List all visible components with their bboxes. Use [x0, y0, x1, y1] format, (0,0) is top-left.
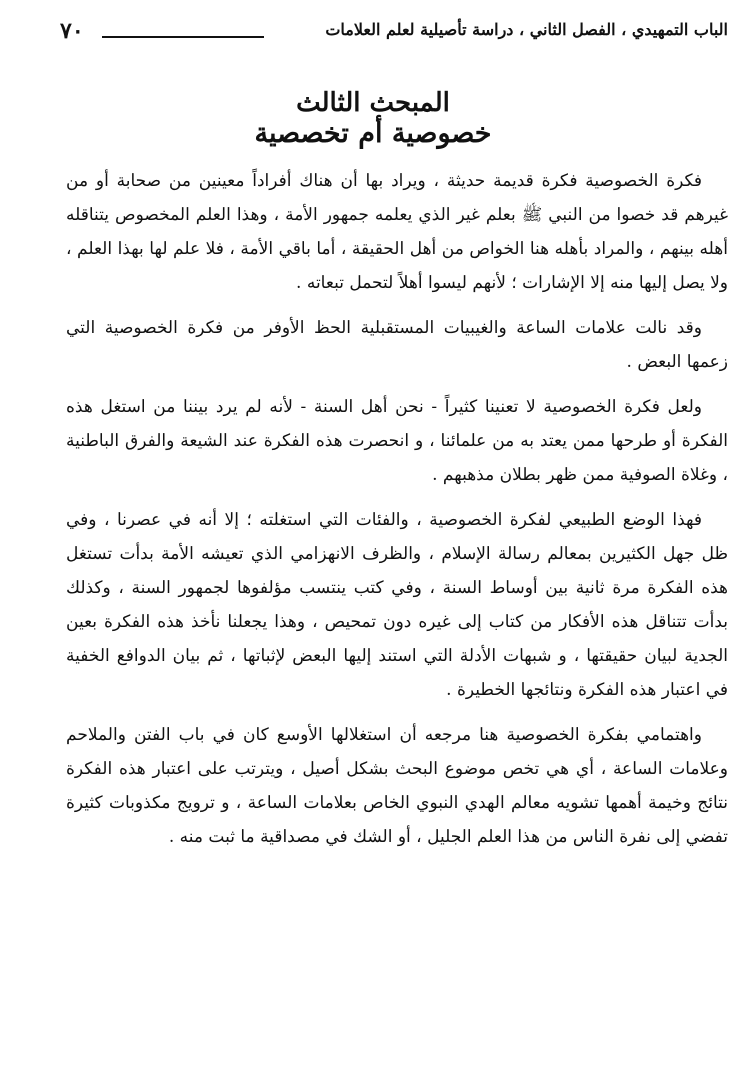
header-rule	[102, 36, 264, 38]
running-header-title: الباب التمهيدي ، الفصل الثاني ، دراسة تأصيلية لعلم العلامات	[325, 20, 728, 39]
paragraph: فكرة الخصوصية فكرة قديمة حديثة ، ويراد بها أن هناك أفراداً معينين من صحابة أو من غيرهم قد خصوا من النبي ﷺ بعلم غير الذي يعلمه جمهور الأمة ، وهذا العلم المخصوص يتناقله أهله بينهم ، والمراد بأهله هنا الخواص من أهل الحقيقة ، أما باقي الأمة ، فلا علم لها بهذا العلم ، ولا يصل إليها منه إلا الإشارات ؛ لأنهم ليسوا أهلاً لتحمل تبعاته .	[66, 171, 728, 293]
paragraph: فهذا الوضع الطبيعي لفكرة الخصوصية ، والفئات التي استغلته ؛ إلا أنه في عصرنا ، وفي ظل جهل الكثيرين بمعالم رسالة الإسلام ، والظرف الانهزامي الذي تعيشه الأمة بدأت تستغل هذه الفكرة مرة ثانية بين أوساط السنة ، وفي كتب ينتسب مؤلفوها لجمهور السنة ، وكذلك بدأت تتناقل هذه الأفكار من كتاب إلى غيره دون تمحيص ، وهذا يجعلنا نأخذ هذه الفكرة بعين الجدية لبيان حقيقتها ، و شبهات الأدلة التي استند إليها البعض لإثباتها ، ثم بيان الدوافع الخفية في اعتبار هذه الفكرة ونتائجها الخطيرة .	[66, 510, 728, 700]
page-number: ٧٠	[60, 18, 84, 44]
paragraph: وقد نالت علامات الساعة والغيبيات المستقبلية الحظ الأوفر من فكرة الخصوصية التي زعمها البعض .	[66, 318, 728, 372]
paragraph: ولعل فكرة الخصوصية لا تعنينا كثيراً - نحن أهل السنة - لأنه لم يرد بيننا من استغل هذه الفكرة أو طرحها ممن يعتد به من علمائنا ، و انحصرت هذه الفكرة عند الشيعة والفرق الباطنية ، وغلاة الصوفية ممن ظهر بطلان مذهبهم .	[66, 397, 728, 485]
paragraph: واهتمامي بفكرة الخصوصية هنا مرجعه أن استغلالها الأوسع كان في باب الفتن والملاحم وعلامات الساعة ، أي هي تخص موضوع البحث بشكل أصيل ، ويترتب على اعتبار هذه الفكرة نتائج وخيمة أهمها تشويه معالم الهدي النبوي الخاص بعلامات الساعة ، و ترويج مكذوبات كثيرة تفضي إلى نفرة الناس من هذا العلم الجليل ، أو الشك في مصداقية ما ثبت منه .	[66, 725, 728, 847]
body-text	[66, 164, 728, 865]
section-title: خصوصية أم تخصصية	[254, 118, 492, 149]
section-label: المبحث الثالث	[296, 88, 450, 118]
running-header	[60, 18, 728, 52]
